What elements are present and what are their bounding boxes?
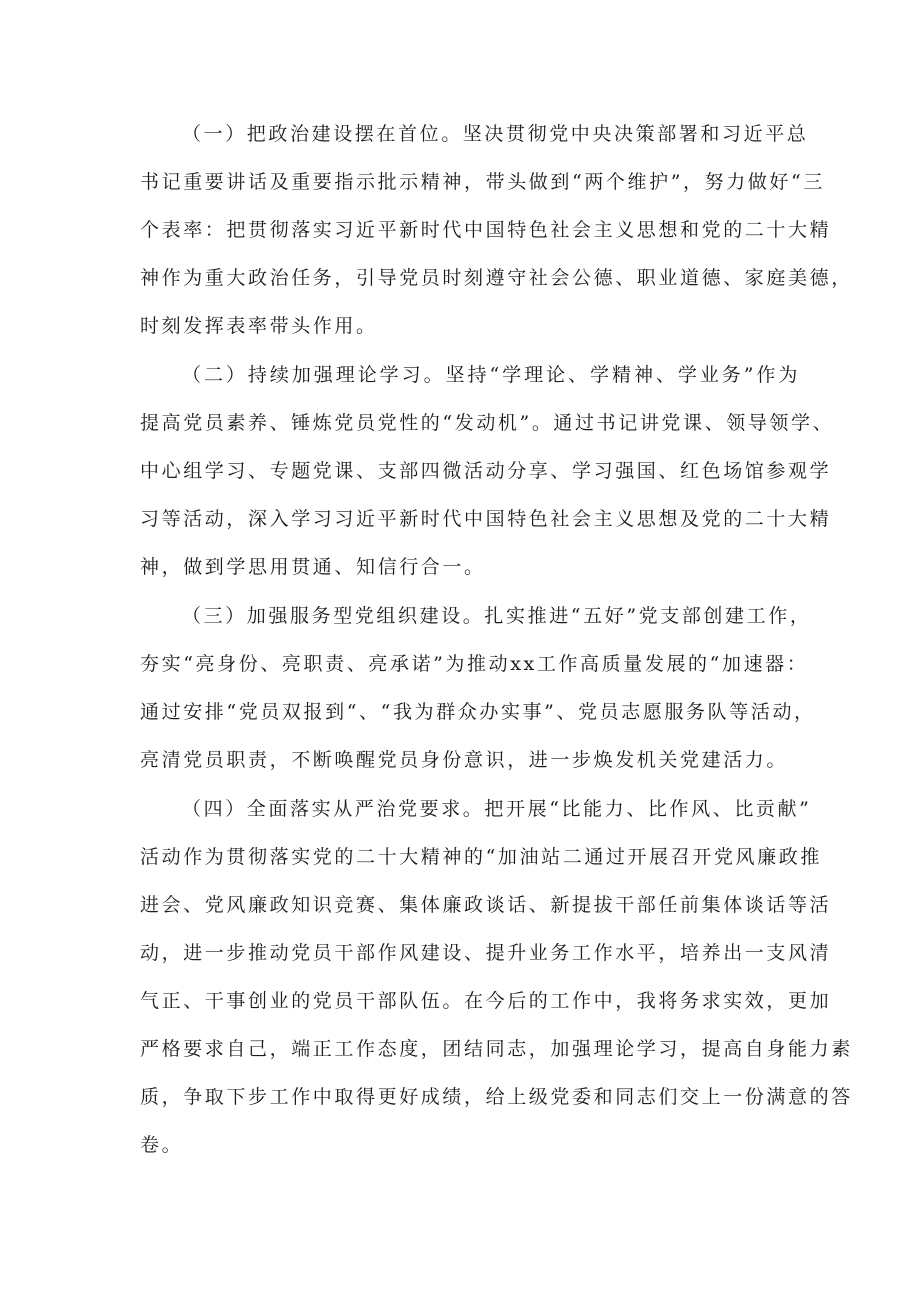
paragraph-line: （二）持续加强理论学习。坚持“学理论、学精神、学业务”作为 [182, 364, 800, 386]
paragraph-line: 进会、党风廉政知识竞赛、集体廉政谈话、新提拔干部任前集体谈话等活 [140, 894, 832, 916]
paragraph-line: 神作为重大政治任务，引导党员时刻遵守社会公德、职业道德、家庭美德， [140, 267, 853, 289]
paragraph-political-construction [140, 110, 853, 350]
paragraph-line: 时刻发挥表率带头作用。 [140, 315, 378, 337]
paragraph-line: 卷。 [140, 1134, 184, 1156]
paragraph-line: 质，争取下步工作中取得更好成绩，给上级党委和同志们交上一份满意的答 [140, 1086, 853, 1108]
paragraph-service-organization [140, 592, 816, 784]
paragraph-line: （一）把政治建设摆在首位。坚决贯彻党中央决策部署和习近平总 [182, 123, 809, 145]
paragraph-line: 气正、干事创业的党员干部队伍。在今后的工作中，我将务求实效，更加 [140, 990, 832, 1012]
paragraph-line: （三）加强服务型党组织建设。扎实推进“五好”党支部创建工作， [182, 605, 812, 627]
paragraph-line: 亮清党员职责，不断唤醒党员身份意识，进一步焕发机关党建活力。 [140, 749, 789, 771]
paragraph-strict-governance [140, 785, 853, 1169]
paragraph-line: （四）全面落实从严治党要求。把开展“比能力、比作风、比贡献” [182, 798, 812, 820]
paragraph-line: 个表率：把贯彻落实习近平新时代中国特色社会主义思想和党的二十大精 [140, 219, 832, 241]
paragraph-line: 神，做到学思用贯通、知信行合一。 [140, 556, 486, 578]
paragraph-line: 书记重要讲话及重要指示批示精神，带头做到“两个维护”，努力做好“三 [140, 171, 825, 193]
paragraph-line: 通过安排“党员双报到“、“我为群众办实事”、党员志愿服务队等活动， [140, 701, 816, 723]
paragraph-line: 活动作为贯彻落实党的二十大精神的“加油站二通过开展召开党风廉政推 [140, 846, 822, 868]
paragraph-theory-study [140, 351, 835, 591]
paragraph-line: 习等活动，深入学习习近平新时代中国特色社会主义思想及党的二十大精 [140, 508, 832, 530]
paragraph-line: 严格要求自己，端正工作态度，团结同志，加强理论学习，提高自身能力素 [140, 1038, 853, 1060]
paragraph-line: 动，进一步推动党员干部作风建设、提升业务工作水平，培养出一支风清 [140, 942, 832, 964]
paragraph-line: 夯实“亮身份、亮职责、亮承诺”为推动xx工作高质量发展的“加速器： [140, 653, 809, 675]
paragraph-line: 提高党员素养、锤炼党员党性的“发动机”。通过书记讲党课、领导领学、 [140, 412, 835, 434]
paragraph-line: 中心组学习、专题党课、支部四微活动分享、学习强国、红色场馆参观学 [140, 460, 832, 482]
